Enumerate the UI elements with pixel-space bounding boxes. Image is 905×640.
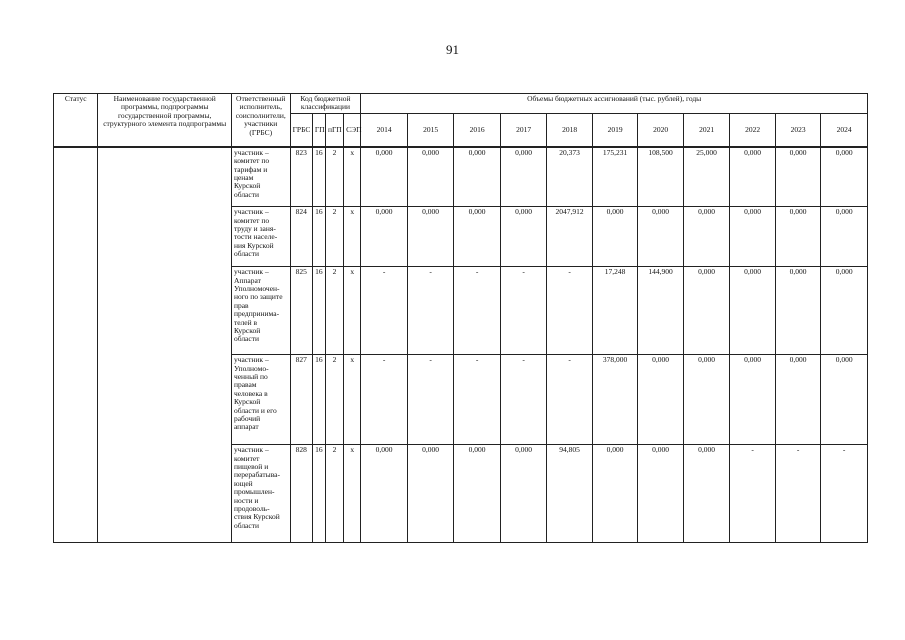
header-sep: СЭП: [344, 113, 361, 147]
value-cell: 0,000: [407, 207, 454, 267]
value-cell: 0,000: [683, 207, 730, 267]
value-cell: 0,000: [407, 445, 454, 543]
value-cell: -: [500, 267, 547, 355]
header-budget-code: Код бюджетной классификации: [290, 94, 361, 114]
value-cell: -: [454, 267, 501, 355]
executor-line: области: [233, 520, 260, 530]
value-cell: 0,000: [775, 207, 821, 267]
sep-cell: х: [344, 445, 361, 543]
value-cell: 94,805: [547, 445, 593, 543]
value-cell: 0,000: [454, 445, 501, 543]
value-cell: 175,231: [592, 147, 638, 207]
value-cell: -: [500, 355, 547, 445]
value-cell: 144,900: [638, 267, 684, 355]
executor-line: области: [233, 249, 260, 259]
executor-line: рабочий: [233, 414, 261, 424]
executor-line: человека в: [233, 388, 268, 398]
gp-cell: 16: [312, 207, 325, 267]
value-cell: 2047,912: [547, 207, 593, 267]
value-cell: 0,000: [775, 267, 821, 355]
executor-line: ности и: [233, 495, 259, 505]
executor-line: телей в: [233, 317, 258, 327]
executor-line: комитет по: [233, 215, 270, 225]
value-cell: -: [730, 445, 776, 543]
value-cell: 17,248: [592, 267, 638, 355]
value-cell: 0,000: [638, 207, 684, 267]
header-year-2015: 2015: [407, 113, 454, 147]
executor-line: комитет по: [233, 156, 270, 166]
executor-line: правам: [233, 380, 257, 390]
executor-line: Уполномо-: [233, 363, 269, 373]
executor-line: ченный по: [233, 372, 268, 382]
value-cell: 0,000: [361, 207, 408, 267]
grbs-cell: 827: [290, 355, 312, 445]
executor-line: промышлен-: [233, 487, 275, 497]
executor-line: пищевой и: [233, 462, 269, 472]
value-cell: -: [454, 355, 501, 445]
pgp-cell: 2: [325, 445, 343, 543]
value-cell: 0,000: [592, 445, 638, 543]
gp-cell: 16: [312, 445, 325, 543]
executor-line: тарифам и: [233, 164, 268, 174]
header-grbs: ГРБС: [290, 113, 312, 147]
executor-line: ного по защите: [233, 292, 283, 302]
value-cell: 0,000: [730, 267, 776, 355]
value-cell: 0,000: [775, 355, 821, 445]
pgp-cell: 2: [325, 355, 343, 445]
pgp-cell: 2: [325, 267, 343, 355]
value-cell: 0,000: [500, 445, 547, 543]
sep-cell: х: [344, 147, 361, 207]
header-name: Наименование государственной программы, подпрограммы государственной программы, структурного элемента подпрограммы: [98, 94, 231, 147]
header-year-2017: 2017: [500, 113, 547, 147]
executor-line: области: [233, 189, 260, 199]
executor-line: предпринима-: [233, 309, 280, 319]
value-cell: -: [407, 355, 454, 445]
executor-line: продоволь-: [233, 504, 270, 514]
value-cell: -: [361, 267, 408, 355]
executor-line: Курской: [233, 397, 261, 407]
grbs-cell: 824: [290, 207, 312, 267]
program-name-cell: [98, 147, 231, 543]
value-cell: -: [407, 267, 454, 355]
executor-line: области и его: [233, 405, 277, 415]
executor-line: труду и заня-: [233, 224, 276, 234]
table-row: [54, 147, 868, 207]
executor-line: участник –: [233, 355, 269, 365]
value-cell: 20,373: [547, 147, 593, 207]
grbs-cell: 825: [290, 267, 312, 355]
value-cell: 0,000: [683, 267, 730, 355]
value-cell: 0,000: [500, 147, 547, 207]
value-cell: 0,000: [500, 207, 547, 267]
grbs-cell: 828: [290, 445, 312, 543]
page-number: 91: [446, 42, 459, 57]
sep-cell: х: [344, 355, 361, 445]
executor-line: Курской: [233, 181, 261, 191]
executor-cell: [231, 147, 290, 207]
grbs-cell: 823: [290, 147, 312, 207]
executor-cell: [231, 445, 290, 543]
value-cell: -: [547, 267, 593, 355]
gp-cell: 16: [312, 147, 325, 207]
header-year-2019: 2019: [592, 113, 638, 147]
header-pgp: пГП: [325, 113, 343, 147]
executor-line: участник –: [233, 207, 269, 217]
header-year-2020: 2020: [638, 113, 684, 147]
header-executor: Ответственный исполнитель, соисполнители, участники (ГРБС): [231, 94, 290, 147]
header-year-2018: 2018: [547, 113, 593, 147]
pgp-cell: 2: [325, 147, 343, 207]
executor-line: участник –: [233, 147, 269, 157]
value-cell: 0,000: [638, 355, 684, 445]
value-cell: 0,000: [361, 147, 408, 207]
value-cell: 0,000: [730, 355, 776, 445]
header-year-2014: 2014: [361, 113, 408, 147]
header-status: Статус: [54, 94, 98, 147]
executor-line: аппарат: [233, 422, 259, 432]
pgp-cell: 2: [325, 207, 343, 267]
header-year-2021: 2021: [683, 113, 730, 147]
value-cell: -: [775, 445, 821, 543]
executor-line: ющей: [233, 478, 253, 488]
sep-cell: х: [344, 207, 361, 267]
header-year-2022: 2022: [730, 113, 776, 147]
executor-line: тости населе-: [233, 232, 278, 242]
executor-cell: [231, 207, 290, 267]
gp-cell: 16: [312, 355, 325, 445]
value-cell: 0,000: [638, 445, 684, 543]
value-cell: 0,000: [592, 207, 638, 267]
executor-line: Курской: [233, 326, 261, 336]
executor-line: участник –: [233, 445, 269, 455]
executor-line: прав: [233, 300, 249, 310]
executor-line: ствия Курской: [233, 512, 280, 522]
value-cell: 0,000: [683, 445, 730, 543]
header-year-2024: 2024: [821, 113, 868, 147]
value-cell: 0,000: [730, 207, 776, 267]
value-cell: 0,000: [821, 207, 868, 267]
value-cell: -: [821, 445, 868, 543]
value-cell: 0,000: [775, 147, 821, 207]
value-cell: 0,000: [821, 267, 868, 355]
executor-line: области: [233, 334, 260, 344]
value-cell: 0,000: [730, 147, 776, 207]
executor-cell: [231, 355, 290, 445]
value-cell: 25,000: [683, 147, 730, 207]
executor-line: участник –: [233, 267, 269, 277]
value-cell: 378,000: [592, 355, 638, 445]
value-cell: 0,000: [361, 445, 408, 543]
value-cell: 0,000: [683, 355, 730, 445]
budget-table: [53, 93, 868, 543]
executor-cell: [231, 267, 290, 355]
header-year-2016: 2016: [454, 113, 501, 147]
header-year-2023: 2023: [775, 113, 821, 147]
value-cell: -: [361, 355, 408, 445]
executor-line: ценам: [233, 172, 254, 182]
status-cell: [54, 147, 98, 543]
value-cell: 0,000: [454, 147, 501, 207]
value-cell: 0,000: [821, 147, 868, 207]
gp-cell: 16: [312, 267, 325, 355]
sep-cell: х: [344, 267, 361, 355]
executor-line: ния Курской: [233, 240, 274, 250]
executor-line: комитет: [233, 453, 260, 463]
header-gp: ГП: [312, 113, 325, 147]
value-cell: 108,500: [638, 147, 684, 207]
value-cell: 0,000: [454, 207, 501, 267]
value-cell: -: [547, 355, 593, 445]
executor-line: Уполномочен-: [233, 284, 280, 294]
executor-line: перерабатыва-: [233, 470, 280, 480]
value-cell: 0,000: [407, 147, 454, 207]
header-volumes: Объемы бюджетных ассигнований (тыс. рублей), годы: [361, 94, 868, 114]
value-cell: 0,000: [821, 355, 868, 445]
executor-line: Аппарат: [233, 275, 261, 285]
